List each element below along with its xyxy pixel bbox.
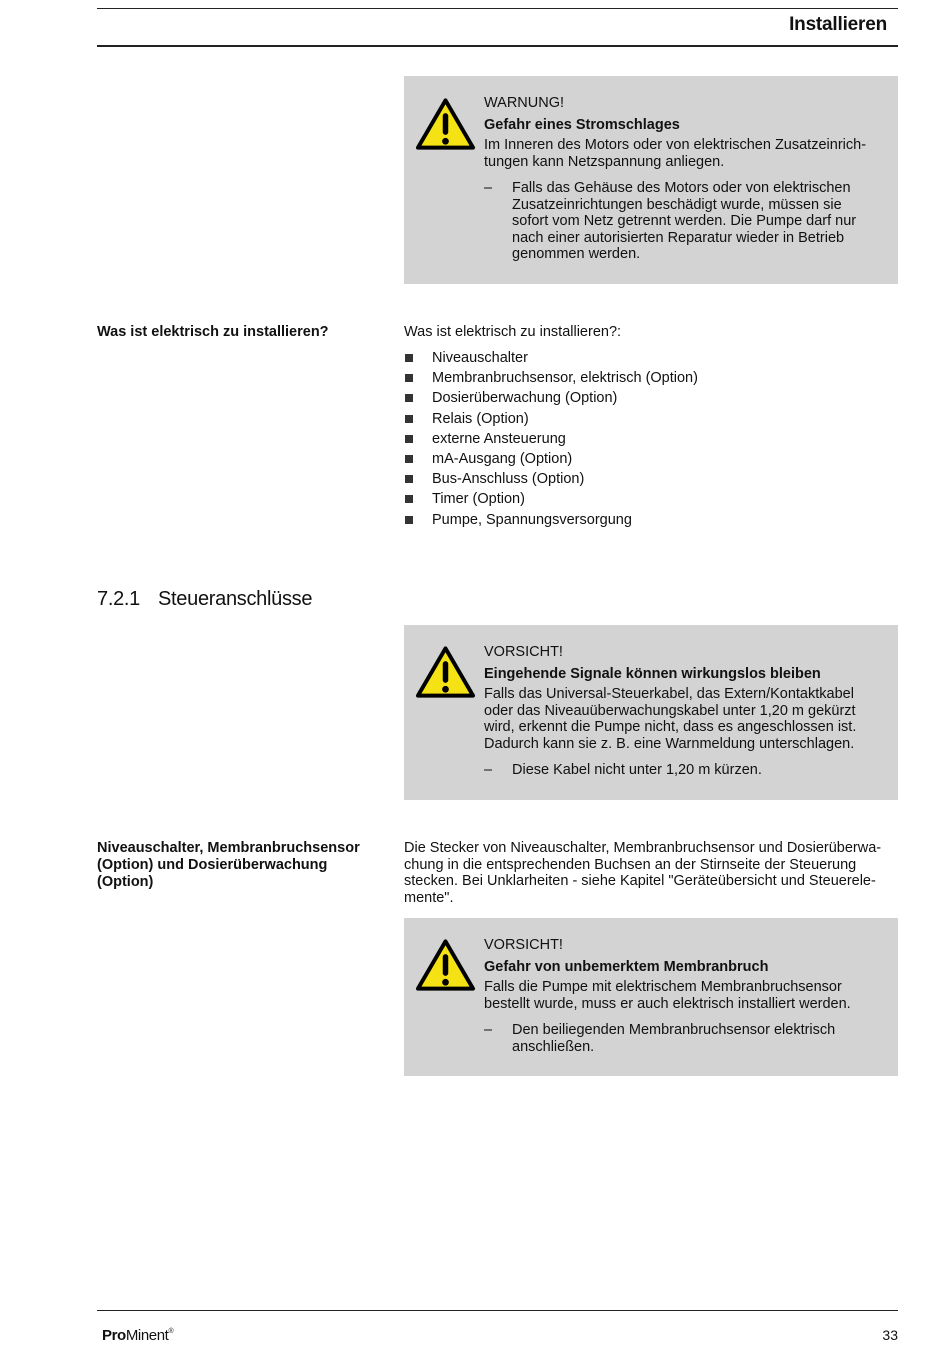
- logo-part-pro: Pro: [102, 1327, 126, 1344]
- list-item-label: Relais (Option): [432, 410, 529, 427]
- hazard-description: Im Inneren des Motors oder von elektrischen Zusatzeinrichtungen kann Netzspannung anliegen.: [484, 137, 867, 170]
- warning-notice: [404, 76, 898, 284]
- step-text: Falls das Gehäuse des Motors oder von elektrischen Zusatzeinrichtungen beschädigt wurde, müssen sie sofort vom Netz getrennt werden. Die Pumpe darf nur nach einer autorisierten Reparatur wieder in Betrieb genommen werden.: [512, 180, 857, 262]
- list-item-label: Dosierüberwachung (Option): [432, 390, 618, 407]
- step-dash: –: [484, 1022, 493, 1038]
- list-item: [404, 348, 898, 368]
- list-item: [404, 368, 898, 388]
- bullet-square-icon: [405, 435, 413, 443]
- section-number: 7.2.1: [97, 588, 140, 610]
- bullet-square-icon: [405, 495, 413, 503]
- warning-triangle-icon: [415, 97, 476, 151]
- list-item: [404, 510, 898, 530]
- bullet-square-icon: [405, 394, 413, 402]
- step-text: Den beiliegenden Membranbruchsensor elektrisch anschließen.: [512, 1022, 836, 1055]
- logo-part-minent: Minent: [125, 1327, 169, 1344]
- hazard-title: Eingehende Signale können wirkungslos bleiben: [484, 665, 821, 682]
- hazard-description: Falls das Universal-Steuerkabel, das Extern/Kontaktkabel oder das Niveauüberwachungskabel unter 1,20 m gekürzt wird, erkennt die Pumpe nicht, dass es angeschlossen ist. Dadurch kann sie z. B. eine Warnmeldung unterschlagen.: [484, 686, 857, 752]
- footer-rule: [97, 1310, 898, 1311]
- list-item: [404, 449, 898, 469]
- list-item-label: Bus-Anschluss (Option): [432, 471, 585, 488]
- bullet-square-icon: [405, 374, 413, 382]
- bullet-square-icon: [405, 354, 413, 362]
- safety-step: [484, 180, 880, 263]
- bullet-square-icon: [405, 455, 413, 463]
- list-item-label: externe Ansteuerung: [432, 430, 566, 447]
- signal-word: VORSICHT!: [484, 644, 563, 660]
- hazard-title: Gefahr von unbemerktem Membranbruch: [484, 958, 769, 975]
- header-rule: [97, 45, 898, 47]
- bullet-square-icon: [405, 475, 413, 483]
- bullet-square-icon: [405, 415, 413, 423]
- list-item: [404, 388, 898, 408]
- page-header-title: Installieren: [789, 14, 887, 35]
- step-text: Diese Kabel nicht unter 1,20 m kürzen.: [512, 762, 762, 778]
- warning-triangle-icon: [415, 645, 476, 699]
- hazard-title: Gefahr eines Stromschlages: [484, 116, 680, 133]
- page-number: 33: [882, 1327, 898, 1343]
- bullet-square-icon: [405, 516, 413, 524]
- side-heading-electrical: Was ist elektrisch zu installieren?: [97, 324, 329, 340]
- warning-triangle-icon: [415, 938, 476, 992]
- list-item-label: Pumpe, Spannungsversorgung: [432, 511, 632, 528]
- step-dash: –: [484, 180, 493, 196]
- list-item-label: mA-Ausgang (Option): [432, 450, 573, 467]
- electrical-items-list: [404, 348, 898, 530]
- safety-step: [484, 762, 880, 779]
- signal-word: WARNUNG!: [484, 95, 565, 111]
- section-heading: [97, 588, 312, 611]
- list-item-label: Niveauschalter: [432, 350, 528, 366]
- list-item-label: Membranbruchsensor, elektrisch (Option): [432, 370, 698, 387]
- safety-step: [484, 1022, 880, 1055]
- level-switch-text: Die Stecker von Niveauschalter, Membranbruchsensor und Dosierüberwachung in die entsprechenden Buchsen an der Stirnseite der Steuerung stecken. Bei Unklarheiten - siehe Kapitel "Geräteübersicht und Steuerelemente".: [404, 840, 882, 906]
- signal-word: VORSICHT!: [484, 937, 563, 953]
- list-item: [404, 489, 898, 509]
- section-title: Steueranschlüsse: [158, 588, 313, 610]
- electrical-intro: Was ist elektrisch zu installieren?:: [404, 324, 622, 340]
- caution-notice-membrane: [404, 918, 898, 1076]
- caution-notice-signals: [404, 625, 898, 800]
- list-item-label: Timer (Option): [432, 491, 525, 508]
- prominent-logo: [102, 1327, 173, 1344]
- list-item: [404, 429, 898, 449]
- top-rule: [97, 8, 898, 9]
- registered-mark: ®: [168, 1328, 174, 1335]
- side-heading-level-switch: Niveauschalter, Membranbruchsensor (Option) und Dosierüberwachung (Option): [97, 840, 360, 890]
- list-item: [404, 469, 898, 489]
- hazard-description: Falls die Pumpe mit elektrischem Membranbruchsensor bestellt wurde, muss er auch elektrisch installiert werden.: [484, 979, 851, 1012]
- step-dash: –: [484, 762, 493, 778]
- list-item: [404, 409, 898, 429]
